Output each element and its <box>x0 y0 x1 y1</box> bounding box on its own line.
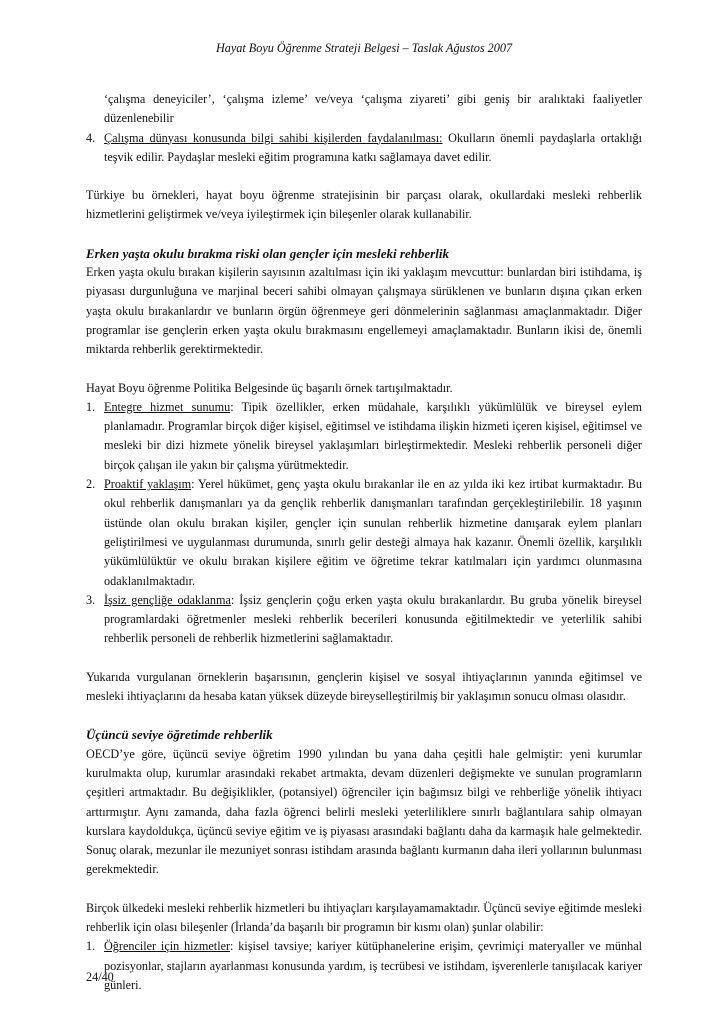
continued-list-item: ‘çalışma deneyiciler’, ‘çalışma izleme’ ve/veya ‘çalışma ziyareti’ gibi geniş bir aralıktaki faaliyetler düzenlenebilir <box>104 92 642 126</box>
list-item-text: : Yerel hükümet, genç yaşta okulu bırakanlar ile en az yılda iki kez irtibat kurmaktadır. Bu okul rehberlik danışmanları ya da gençlik rehberlik danışmanları tarafından gerçekleştirilebilir. 18 yaşının üstünde olan okulu bırakan kişiler, gençler için sunulan rehberlik hizmetine danışarak eylem planları geliştirilmesi ve uygulanması durumunda, sınırlı gelir desteği almaya hak kazanır. Önemli özellik, karşılıklı yükümlülüktür ve okulu bırakan kişilere eğitim ve öğretime tekrar katılmaları için yardımcı olunmasına odaklanılmaktadır. <box>104 477 642 588</box>
list-item <box>86 398 642 475</box>
list-number: 1. <box>86 399 96 414</box>
running-header: Hayat Boyu Öğrenme Strateji Belgesi – Taslak Ağustos 2007 <box>215 41 513 55</box>
list-item-term: Öğrenciler için hizmetler <box>104 939 231 954</box>
list-item <box>86 591 642 649</box>
list-number: 4. <box>86 130 96 145</box>
list-item-text: : İşsiz gençlerin çoğu erken yaşta okulu bırakanlardır. Bu gruba yönelik bireysel programlardaki öğretmenler mesleki rehberlik becerileri konusunda eğitilmektedir ve yeterlilik sahibi rehberlik personeli de rehberlik hizmetlerini sağlamaktadır. <box>104 592 642 646</box>
list-item-text: : kişisel tavsiye; kariyer kütüphanelerine erişim, çevrimiçi materyaller ve münhal pozisyonlar, stajların ayarlanması konusunda yardım, iş tecrübesi ve istihdam, işverenlerle tanışılacak kariyer günleri. <box>104 939 642 992</box>
list-item-term: Çalışma dünyası konusunda bilgi sahibi kişilerden faydalanılması: <box>104 130 443 145</box>
paragraph-components: Birçok ülkedeki mesleki rehberlik hizmetleri bu ihtiyaçları karşılayamamaktadır. Üçüncü seviye eğitimde mesleki rehberlik için olası bileşenler (İrlanda’da başarılı bir programın bir kısmı olan) şunlar olabilir: <box>86 900 642 934</box>
page-body <box>86 90 642 995</box>
list-item-4 <box>86 129 642 168</box>
paragraph-oecd: OECD’ye göre, üçüncü seviye öğretim 1990 yılından bu yana daha çeşitli hale gelmiştir: yeni kurumlar kurulmakta olup, kurumlar arasındaki rekabet artmakta, devam düzenleri değişmekte ve sunulan programların çeşitleri artmaktadır. Bu değişiklikler, (potansiyel) öğrenciler için bağımsız bilgi ve rehberliğe yönelik ihtiyacı arttırmıştır. Aynı zamanda, daha fazla öğrenci belirli mesleki yeterliliklere sınırlı bağlantılara sahip olmayan kurslara kaydoldukça, üçüncü seviye eğitim ve iş piyasası arasındaki bağlantı daha da karmaşık hale gelmektedir. Sonuç olarak, mezunlar ile mezuniyet sonrası istihdam arasında bağlantı kurmanın daha ileri yollarının bulunması gerekmektedir. <box>86 746 642 877</box>
list-item-body <box>104 591 642 649</box>
list-number: 1. <box>86 939 96 954</box>
list-item-text: Okulların önemli paydaşlarla ortaklığı teşvik edilir. Paydaşlar mesleki eğitim programına katkı sağlamaya davet edilir. <box>104 130 643 164</box>
list-item-body <box>104 129 642 168</box>
list-item <box>86 937 642 995</box>
list-number: 3. <box>86 592 96 607</box>
paragraph-policy-examples: Hayat Boyu öğrenme Politika Belgesinde üç başarılı örnek tartışılmaktadır. <box>86 380 453 395</box>
paragraph-turkey-examples: Türkiye bu örnekleri, hayat boyu öğrenme stratejisinin bir parçası olarak, okullardaki mesleki rehberlik hizmetlerini geliştirmek ve/veya iyileştirmek için bileşenler olarak kullanabilir. <box>86 188 642 222</box>
list-item-body <box>104 937 642 995</box>
list-item-body <box>104 475 642 591</box>
list-item-body <box>104 398 642 475</box>
list-item-text: : Tipik özellikler, erken müdahale, karşılıklı yükümlülük ve bireysel eylem planlamadır. Programlar birçok diğer kişisel, eğitimsel ve istihdama ilişkin hizmeti içeren kişisel, eğitimsel ve mesleki bir dizi hizmete yönelik bireysel yaklaşımları birleştirmektedir. Mesleki rehberlik personeli diğer birçok çalışan ile yakın bir çalışma yürütmektedir. <box>104 399 642 472</box>
section-heading-tertiary: Üçüncü seviye öğretimde rehberlik <box>86 727 273 743</box>
paragraph-early-leavers: Erken yaşta okulu bırakan kişilerin sayısının azaltılması için iki yaklaşım mevcuttur: bunlardan biri istihdama, iş piyasası durgunluğuna ve marjinal beceri sahibi olmayan çalışmaya sürüklenen ve bunların dışına çıkan erken yaşta okulu bırakanlardır ve bunların örgün öğrenmeye geri dönmelerinin sağlanması amaçlanmaktadır. Diğer programlar ise gençlerin erken yaşta okulu bırakmasını engellemeyi amaçlamaktadır. Bunların ikisi de, önemli miktarda rehberlik gerektirmektedir. <box>86 265 642 357</box>
section-heading-early-leavers: Erken yaşta okulu bırakma riski olan gençler için mesleki rehberlik <box>86 245 449 261</box>
list-item-term: İşsiz gençliğe odaklanma <box>104 592 231 607</box>
list-number: 2. <box>86 477 96 492</box>
list-item-term: Proaktif yaklaşım <box>104 477 192 492</box>
list-item-term: Entegre hizmet sunumu <box>104 399 231 414</box>
paragraph-success-summary: Yukarıda vurgulanan örneklerin başarısının, gençlerin kişisel ve sosyal ihtiyaçlarının yanında eğitimsel ve mesleki ihtiyaçlarını da hesaba katan yüksek düzeyde bireyselleştirilmiş bir yaklaşımın sonucu olması olasıdır. <box>86 669 642 704</box>
list-item <box>86 475 642 591</box>
page-number: 24/40 <box>86 970 114 984</box>
